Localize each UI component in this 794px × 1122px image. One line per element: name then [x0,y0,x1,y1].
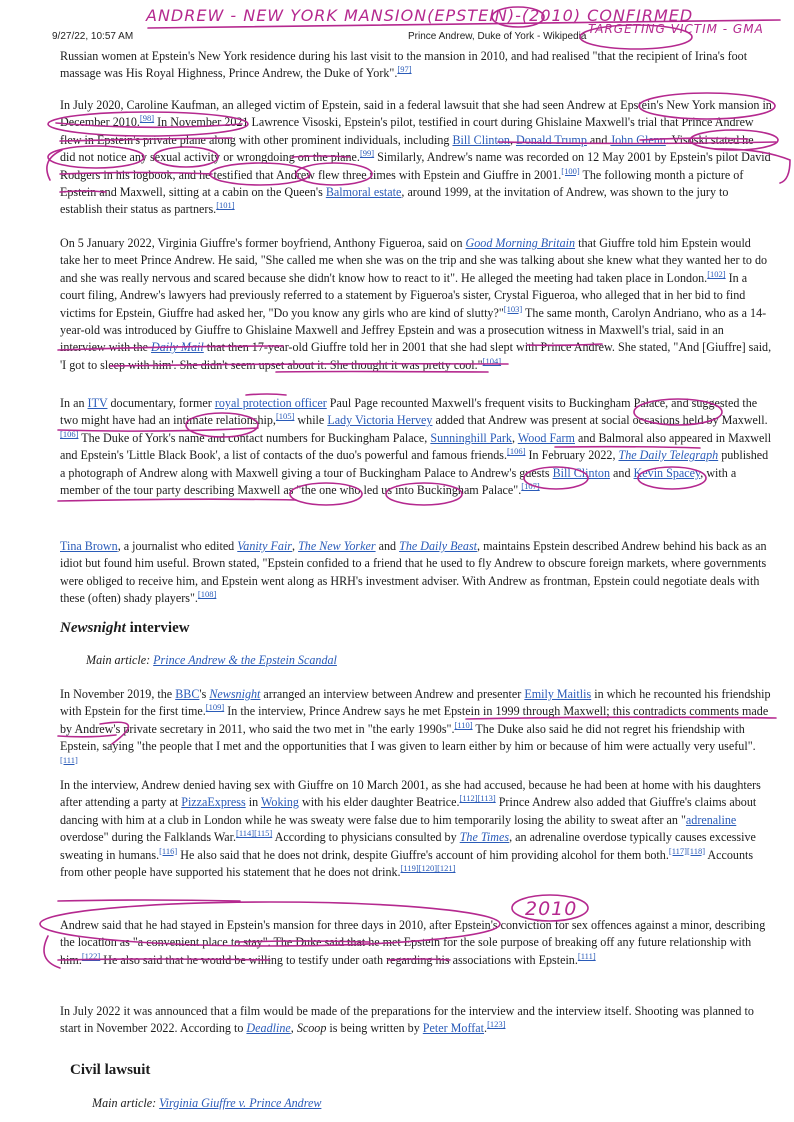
link-bill-clinton-2[interactable]: Bill Clinton [552,465,611,480]
link-adrenaline[interactable]: adrenaline [685,812,737,827]
link-john-glenn[interactable]: John Glenn [610,132,666,147]
paragraph-text: , a journalist who edited [117,539,238,553]
link-sunninghill-park[interactable]: Sunninghill Park [430,430,512,445]
paragraph-text: In July 2020, Caroline Kaufman, an alleged victim of Epstein, said in a federal lawsuit that she had seen Andrew at Epstein's New York mansion in December 2010. [60,98,772,130]
paragraph-text: The same month, Carolyn Andriano, who as a 14-year-old was introduced by Giuffre to Ghislaine Maxwell and Jeffrey Epstein and was a prosecution witness in Maxwell's trial, said in an interview with the [60,305,767,355]
citation[interactable]: [101] [216,200,235,211]
citation[interactable]: [98] [139,113,155,124]
link-donald-trump[interactable]: Donald Trump [515,132,587,147]
paragraph-text: In an [60,396,88,410]
ink-underline-buckingham [58,499,296,501]
paragraph-text: The following month a picture of Epstein and Maxwell, sitting at a cabin on the Queen's [60,167,744,200]
print-doc-title: Prince Andrew, Duke of York - Wikipedia [408,31,587,42]
paragraph-text: In November 2019, the [60,687,176,701]
link-main-article-scandal[interactable]: Prince Andrew & the Epstein Scandal [153,653,337,667]
link-lady-victoria-hervey[interactable]: Lady Victoria Hervey [327,413,433,428]
paragraph-text: , an adrenaline overdose typically causes excessive sweating in humans. [60,830,756,862]
citation[interactable]: [117][118] [668,845,706,856]
citation[interactable]: [123] [487,1019,506,1030]
citation[interactable]: [106] [507,446,526,457]
citation[interactable]: [111] [60,754,78,765]
citation[interactable]: [116] [159,845,178,856]
section-heading-newsnight [60,620,190,637]
ink-strike-statement [58,900,240,901]
handwritten-note-top: ANDREW - NEW YORK MANSION(EPSTEIN)-(2010) CONFIRMED [146,6,694,25]
paragraph-text: in [245,795,261,810]
citation[interactable]: [105] [275,411,295,422]
main-article-civil [92,1096,321,1111]
print-datetime: 9/27/22, 10:57 AM [52,31,134,42]
link-daily-beast[interactable]: The Daily Beast [399,539,478,553]
paragraph-text: and Balmoral also appeared in Maxwell and Epstein's 'Little Black Book', a list of contacts of the duo's powerful and famous friends. [60,430,772,463]
paragraph-newsnight-4 [60,1003,772,1038]
paragraph-text: Similarly, Andrew's name was recorded on 12 May 2001 by Epstein's pilot David Rodgers in his logbook, and he testified that Andrew flew three times with Epstein and Giuffre in 2001. [60,150,771,182]
link-new-yorker[interactable]: The New Yorker [298,539,376,553]
paragraph-text: that then 17-year-old Giuffre told her in 2001 that she had slept with Prince Andrew. She stated, "And [Giuffre] said, 'I got to sleep with him'. She didn't seem upset about it. She thought it was pretty cool." [60,340,772,372]
link-wood-farm[interactable]: Wood Farm [517,430,575,445]
link-tina-brown[interactable]: Tina Brown [60,539,118,553]
link-woking[interactable]: Woking [260,795,299,810]
paragraph-0 [60,48,772,83]
paragraph-text: documentary, former [107,396,215,410]
paragraph-text: added that Andrew was present at social occasions held by Maxwell. [432,413,768,428]
link-main-article-giuffre[interactable]: Virginia Giuffre v. Prince Andrew [159,1096,322,1110]
citation[interactable]: [109] [205,702,225,713]
paragraph-text: with his elder daughter Beatrice. [298,795,460,810]
heading-rest: interview [125,620,190,636]
paragraph-newsnight-1 [60,686,772,773]
paragraph-text: while [294,413,328,428]
citation[interactable]: [99] [359,148,375,159]
paragraph-newsnight-3 [60,917,772,969]
paragraph-text: , maintains Epstein described Andrew behind his back as an idiot but found him useful. Brown stated, "Epstein confided to a friend that he used to fly Andrew to obscure foreign markets, where governments were obliged to receive him, and Epstein went along as HRH's investment adviser. With Andrew as frontman, Epstein could negotiate deals with these (often) shady players". [60,539,767,606]
link-deadline[interactable]: Deadline [246,1021,291,1036]
citation[interactable]: [114][115] [236,828,273,839]
citation[interactable]: [106] [60,428,79,439]
paragraph-text: overdose" during the Falklands War. [60,830,237,845]
paragraph-text: that Giuffre told him Epstein would take her to meet Prince Andrew. He said, "She called me when she was on the trip and she was talking about she knew what they wanted her to do and she was really nervous and scared because she didn't know how to react to it". He alleged the meeting had taken place in London. [60,236,768,285]
paragraph-3 [60,395,772,499]
citation[interactable]: [104] [482,355,502,366]
link-royal-protection-officer[interactable]: royal protection officer [214,396,327,410]
link-the-times[interactable]: The Times [459,830,510,845]
paragraph-text: On 5 January 2022, Virginia Giuffre's former boyfriend, Anthony Figueroa, said on [60,236,466,250]
paragraph-text: The Duke of York's name and contact numbers for Buckingham Palace, [78,430,431,445]
link-peter-moffat[interactable]: Peter Moffat [422,1021,485,1036]
paragraph-text: Accounts from other people have supported his statement that he does not drink. [60,847,754,880]
link-pizzaexpress[interactable]: PizzaExpress [181,795,246,810]
paragraph-text: In July 2022 it was announced that a film would be made of the preparations for the interview and the interview itself. Shooting was planned to start in November 2022. According to [60,1004,754,1036]
citation[interactable]: [110] [454,719,473,730]
citation[interactable]: [97] [397,64,412,75]
paragraph-4 [60,538,772,608]
link-good-morning-britain[interactable]: Good Morning Britain [465,236,576,250]
paragraph-text: and [610,465,634,480]
paragraph-text: , [509,132,516,147]
paragraph-text: In November 2021 Lawrence Visoski, Epstein's pilot, testified in court during Ghislaine Maxwell's trial that Prince Andrew flew in Epstein's private plane along with other prominent individuals, including [60,115,754,147]
paragraph-text: In the interview, Andrew denied having sex with Giuffre on 10 March 2001, as she had accused, because he had been at home with his daughters after attending a party at [60,778,761,810]
link-balmoral-estate[interactable]: Balmoral estate [325,185,402,200]
paragraph-text: In February 2022, [525,448,619,463]
paragraph-2 [60,235,772,374]
paragraph-1 [60,97,772,219]
main-article-prefix: Main article: [86,653,154,667]
handwritten-note-top-2: TARGETING VICTIM - GMA [588,22,764,36]
paragraph-text: published a photograph of Andrew along with Maxwell giving a tour of Buckingham Palace to Andrew's guests [60,448,769,480]
paragraph-text: 's [199,687,210,701]
link-kevin-spacey[interactable]: Kevin Spacey [633,465,701,480]
link-bbc[interactable]: BBC [175,687,200,701]
paragraph-text: arranged an interview between Andrew and presenter [260,687,525,701]
citation[interactable]: [102] [707,268,726,279]
link-daily-telegraph[interactable]: The Daily Telegraph [618,448,719,463]
link-daily-mail[interactable]: Daily Mail [151,340,204,355]
main-article-newsnight [86,653,337,668]
paragraph-text: , [511,430,518,445]
main-article-prefix: Main article: [92,1096,160,1110]
paragraph-text: Paul Page recounted Maxwell's frequent visits to Buckingham Palace, and suggested the two might have had an intimate relationship, [60,396,758,428]
citation[interactable]: [100] [561,165,580,176]
link-bill-clinton[interactable]: Bill Clinton [452,132,510,147]
film-title: Scoop [296,1021,327,1036]
citation[interactable]: [122] [81,950,101,961]
link-vanity-fair[interactable]: Vanity Fair [237,539,293,553]
citation[interactable]: [108] [197,589,217,600]
paragraph-text: In a court filing, Andrew's lawyers had previously referred to a statement by Figueroa's sister, Crystal Figueroa, who alleged that in her bid to find victims for Epstein, Giuffre had asked her, "Do you know any girls who are kind of slutty?" [60,270,748,320]
paragraph-text: Prince Andrew also added that Giuffre's claims about dancing with him at a club in London while he was sweaty were false due to him temporarily losing the ability to sweat after an " [60,795,757,827]
paragraph-text: . [484,1021,488,1036]
paragraph-text: According to physicians consulted by [272,830,460,845]
paragraph-text: . Visoski stated he did not notice any sexual activity or wrongdoing on the plane. [60,132,754,165]
citation[interactable]: [119][120][121] [400,863,456,873]
link-emily-maitlis[interactable]: Emily Maitlis [524,687,592,701]
paragraph-text: He also said that he does not drink, despite Giuffre's account of him providing alcohol for them both. [177,847,669,862]
citation[interactable]: [107] [521,481,540,491]
paragraph-text: and [586,132,611,147]
link-newsnight[interactable]: Newsnight [209,687,261,701]
paragraph-text: , [290,1021,297,1036]
ink-loop-left-p3 [44,936,60,968]
citation[interactable]: [103] [503,303,523,314]
paragraph-newsnight-2 [60,777,772,881]
paragraph-text: Andrew said that he had stayed in Epstein's mansion for three days in 2010, after Epstein's conviction for sex offences against a minor, describing the location as "a convenient place to stay". The Duke said that he met Epstein for the sole purpose of breaking off any future relationship with him. [60,918,766,967]
citation[interactable]: [111] [577,950,596,961]
paragraph-text: , around 1999, at the invitation of Andrew, was shown to the jury to establish their status as partners. [60,185,729,217]
section-heading-civil-lawsuit: Civil lawsuit [70,1062,151,1078]
paragraph-text: Russian women at Epstein's New York residence during his last visit to the mansion in 2010, and had realised "that the recipient of Irina's foot massage was His Royal Highness, Prince Andrew, the Duke of York". [60,49,748,81]
paragraph-text: is being written by [326,1021,423,1036]
heading-italic: Newsnight [60,620,126,636]
paragraph-text: , [292,539,299,553]
citation[interactable]: [112][113] [459,793,496,804]
paragraph-text: In the interview, Prince Andrew says he met Epstein in 1999 through Maxwell; this contradicts comments made by Andrew's private secretary in 2011, who said the two met in "the early 1990s". [60,704,769,736]
paragraph-text: He also said that he would be willing to testify under oath regarding his associations with Epstein. [100,952,578,967]
paragraph-text: and [375,539,400,553]
paragraph-text: in which he recounted his friendship with Epstein for the first time. [60,687,771,719]
link-itv[interactable]: ITV [87,396,108,410]
handwritten-year: 2010 [525,898,578,920]
paragraph-text: The Duke also said he did not regret his friendship with Epstein, saying "the people that I met and the opportunities that I was given to learn either by him or because of him were actually very useful". [60,721,756,754]
paragraph-text: , with a member of the tour party describing Maxwell as "the one who led us into Buckingham Palace". [60,465,737,498]
